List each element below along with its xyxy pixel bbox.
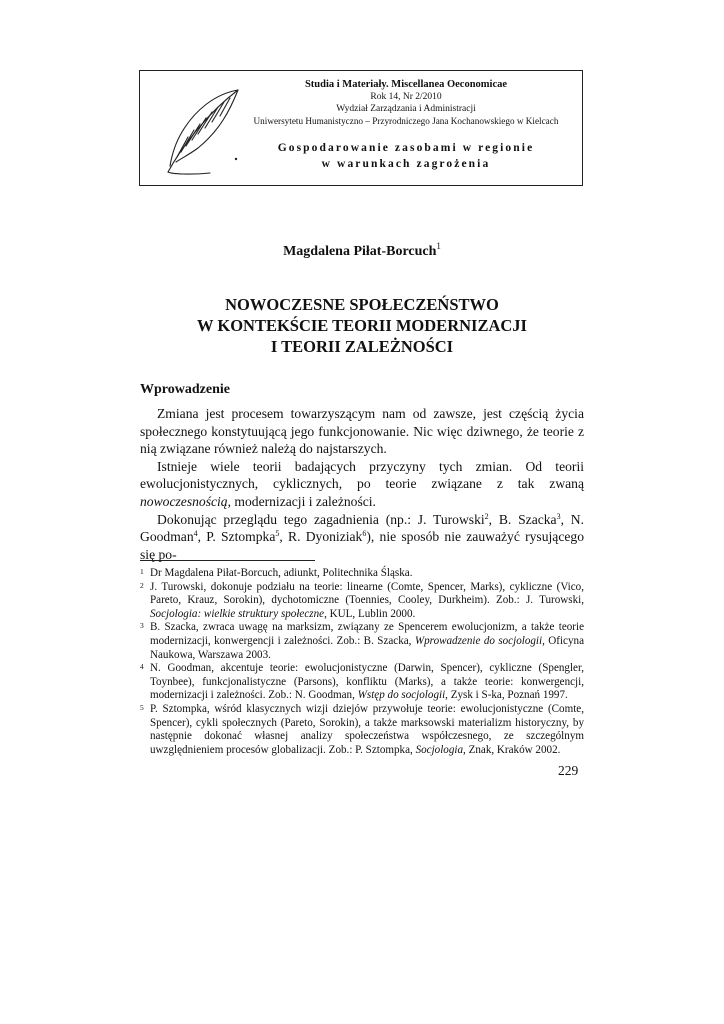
paragraph-2-text-a: Istnieje wiele teorii badających przyczyny tych zmian. Od teorii ewolucjonistycznych, cyklicznych, po teorie związane z tak zwaną	[140, 458, 584, 492]
article-title-line2: W KONTEKŚCIE TEORII MODERNIZACJI	[197, 316, 527, 335]
footnote-text: B. Szacka, zwraca uwagę na marksizm, związany ze Spencerem ewolucjonizm, a także teorie modernizacji, konwergencji i zależności. Zob.: B. Szacka,	[150, 621, 584, 647]
article-body	[140, 405, 584, 563]
footnote-5	[140, 703, 584, 757]
journal-info	[230, 78, 582, 172]
paragraph-3-text-b: , B. Szacka	[488, 511, 557, 527]
footnote-text: , Znak, Kraków 2002.	[463, 743, 561, 756]
footnote-text: J. Turowski, dokonuje podziału na teorie: linearne (Comte, Spencer, Marks), cykliczne (Vico, Pareto, Krauz, Sorokin), dychotomiczne (Toennies, Cooley, Durkheim). Zob.: J. Turowski,	[150, 580, 584, 607]
footnote-1	[140, 567, 584, 581]
paragraph-2-emphasis: nowoczesnością	[140, 493, 228, 509]
footnote-number: 3	[140, 621, 144, 631]
footnote-text: Dr Magdalena Piłat-Borcuch, adiunkt, Politechnika Śląska.	[150, 567, 413, 579]
footnote-book-title: Socjologia: wielkie struktury społeczne	[150, 607, 325, 620]
footnote-4	[140, 662, 584, 703]
footnote-book-title: Wstęp do socjologii	[357, 689, 446, 702]
footnote-ref-6: 6	[362, 529, 367, 539]
article-title-line3: I TEORII ZALEŻNOŚCI	[270, 337, 454, 356]
issue-theme-line2: w warunkach zagrożenia	[321, 158, 491, 170]
paragraph-3	[140, 511, 584, 564]
article-title-line1: NOWOCZESNE SPOŁECZEŃSTWO	[225, 295, 499, 314]
journal-faculty: Wydział Zarządzania i Administracji	[336, 104, 476, 114]
footnote-text: , KUL, Lublin 2000.	[324, 607, 416, 620]
section-heading: Wprowadzenie	[140, 382, 230, 397]
journal-issue: Rok 14, Nr 2/2010	[370, 92, 442, 102]
footnote-text: N. Goodman, akcentuje teorie: ewolucjonistyczne (Darwin, Spencer), cykliczne (Spengler, Toynbee), funkcjonalistyczne (Parsons), konfliktu (Marks), a także teorie: konwergencji, modernizacji i zależności. Zob.: N. Goodman,	[150, 662, 584, 702]
paragraph-3-text-f: ), nie sposób nie zauważyć rysującego się po-	[140, 529, 584, 562]
author-line	[0, 241, 724, 260]
paragraph-3-text-c: , N. Goodman	[140, 511, 584, 545]
issue-theme	[230, 140, 582, 172]
footnote-text: , Zysk i S-ka, Poznań 1997.	[445, 689, 568, 702]
footnote-text: , Oficyna Naukowa, Warszawa 2003.	[150, 634, 584, 661]
footnotes	[140, 567, 584, 757]
paragraph-3-text-a: Dokonując przeglądu tego zagadnienia (np.: J. Turowski	[157, 511, 485, 527]
footnote-book-title: Socjologia	[415, 743, 464, 756]
paragraph-1: Zmiana jest procesem towarzyszącym nam od zawsze, jest częścią życia społecznego konstytuującą jego funkcjonowanie. Nic więc dziwnego, że teorie z nią związane również należą do najstarszych.	[140, 406, 584, 457]
footnote-3	[140, 621, 584, 662]
article-title	[0, 294, 724, 357]
footnote-2	[140, 581, 584, 622]
journal-university: Uniwersytetu Humanistyczno – Przyrodniczego Jana Kochanowskiego w Kielcach	[253, 116, 559, 126]
issue-theme-line1: Gospodarowanie zasobami w regionie	[277, 142, 535, 154]
footnote-ref-2: 2	[484, 511, 489, 521]
author-name: Magdalena Piłat-Borcuch	[283, 244, 437, 259]
paragraph-2	[140, 458, 584, 511]
page-number: 229	[558, 763, 579, 778]
paragraph-3-text-d: , P. Sztompka	[197, 529, 276, 545]
author-footnote-ref: 1	[436, 241, 441, 251]
paragraph-3-text-e: , R. Dyoniziak	[279, 529, 363, 545]
journal-title: Studia i Materiały. Miscellanea Oeconomicae	[304, 79, 508, 90]
footnote-number: 5	[140, 702, 144, 712]
footnote-number: 2	[140, 580, 144, 590]
footnote-ref-5: 5	[275, 529, 280, 539]
footnote-number: 4	[140, 662, 144, 672]
footnote-ref-4: 4	[193, 529, 198, 539]
paragraph-2-text-b: , modernizacji i zależności.	[227, 493, 376, 509]
footnote-separator	[140, 560, 315, 561]
footnote-ref-3: 3	[556, 511, 561, 521]
footnote-number: 1	[140, 567, 144, 576]
footnote-book-title: Wprowadzenie do socjologii	[414, 634, 543, 647]
footnote-text: P. Sztompka, wśród klasycznych wizji dziejów przywołuje teorie: ewolucjonistyczne (Comte, Spencer), cykli społecznych (Pareto, Sorokin), a także marksowski materializm historyczny, by następnie dokonać własnej analizy społeczeństwa współczesnego, ze szczególnym uwzględnieniem procesów globalizacji. Zob.: P. Sztompka,	[150, 702, 584, 756]
